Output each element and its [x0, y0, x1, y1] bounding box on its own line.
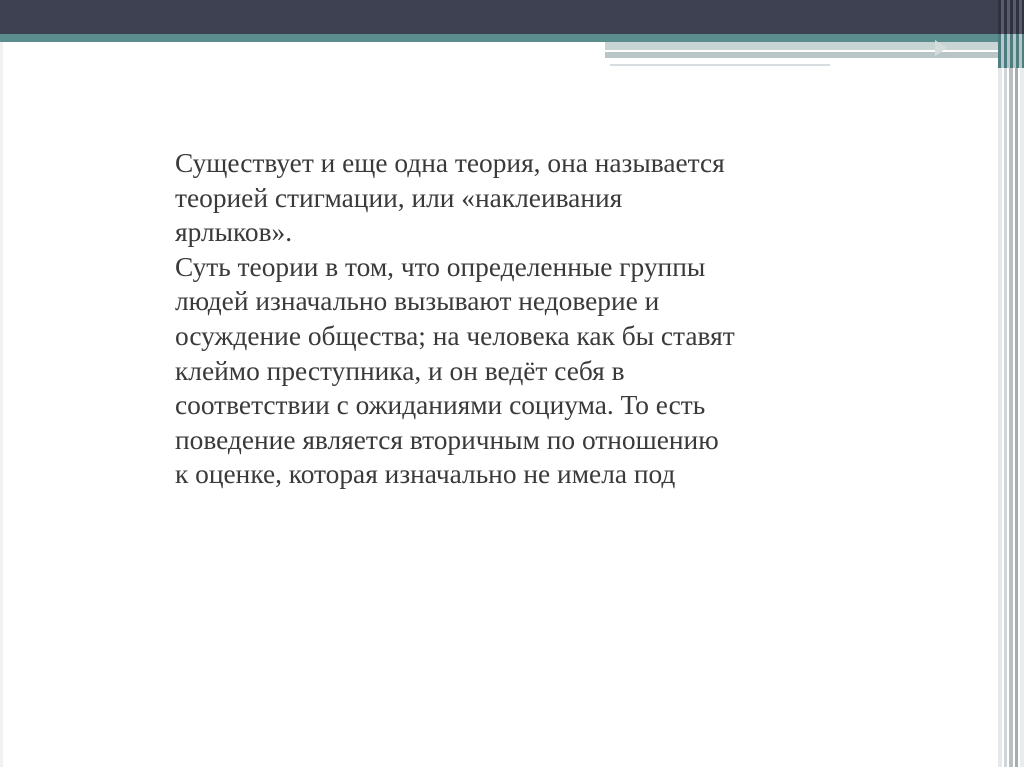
- right-edge-stripe: [1009, 0, 1013, 767]
- header-light-band-lower: [605, 52, 1024, 58]
- header-accent-line: [610, 64, 830, 66]
- text-line: ярлыков».: [175, 217, 293, 248]
- left-edge-shadow: [0, 42, 3, 767]
- text-line: клеймо преступника, и он ведёт себя в: [175, 355, 625, 386]
- text-line: людей изначально вызывают недоверие и: [175, 286, 660, 317]
- text-line: Существует и еще одна теория, она называется: [175, 148, 725, 178]
- header-light-band-upper: [605, 42, 1024, 50]
- text-line: Суть теории в том, что определенные группы: [175, 251, 706, 282]
- paragraph-2: [175, 250, 835, 492]
- right-edge-stripe: [998, 0, 1002, 767]
- right-edge-mid-stripes: [998, 34, 1024, 68]
- right-edge-top-stripes: [998, 0, 1024, 34]
- header-arrow-icon: [935, 40, 947, 56]
- text-line: соответствии с ожиданиями социума. То есть: [175, 390, 706, 421]
- paragraph-1: [175, 146, 835, 250]
- right-edge-stripe: [1020, 0, 1024, 767]
- header-teal-band: [0, 34, 1024, 42]
- text-line: теорией стигмации, или «наклеивания: [175, 182, 623, 213]
- text-line: поведение является вторичным по отношению: [175, 424, 719, 455]
- slide-body-text: [175, 146, 835, 492]
- right-edge-stripe: [1004, 0, 1007, 767]
- header-dark-band: [0, 0, 1024, 34]
- text-line: к оценке, которая изначально не имела под: [175, 459, 676, 490]
- right-edge-stripe: [1015, 0, 1018, 767]
- text-line: осуждение общества; на человека как бы ставят: [175, 320, 735, 351]
